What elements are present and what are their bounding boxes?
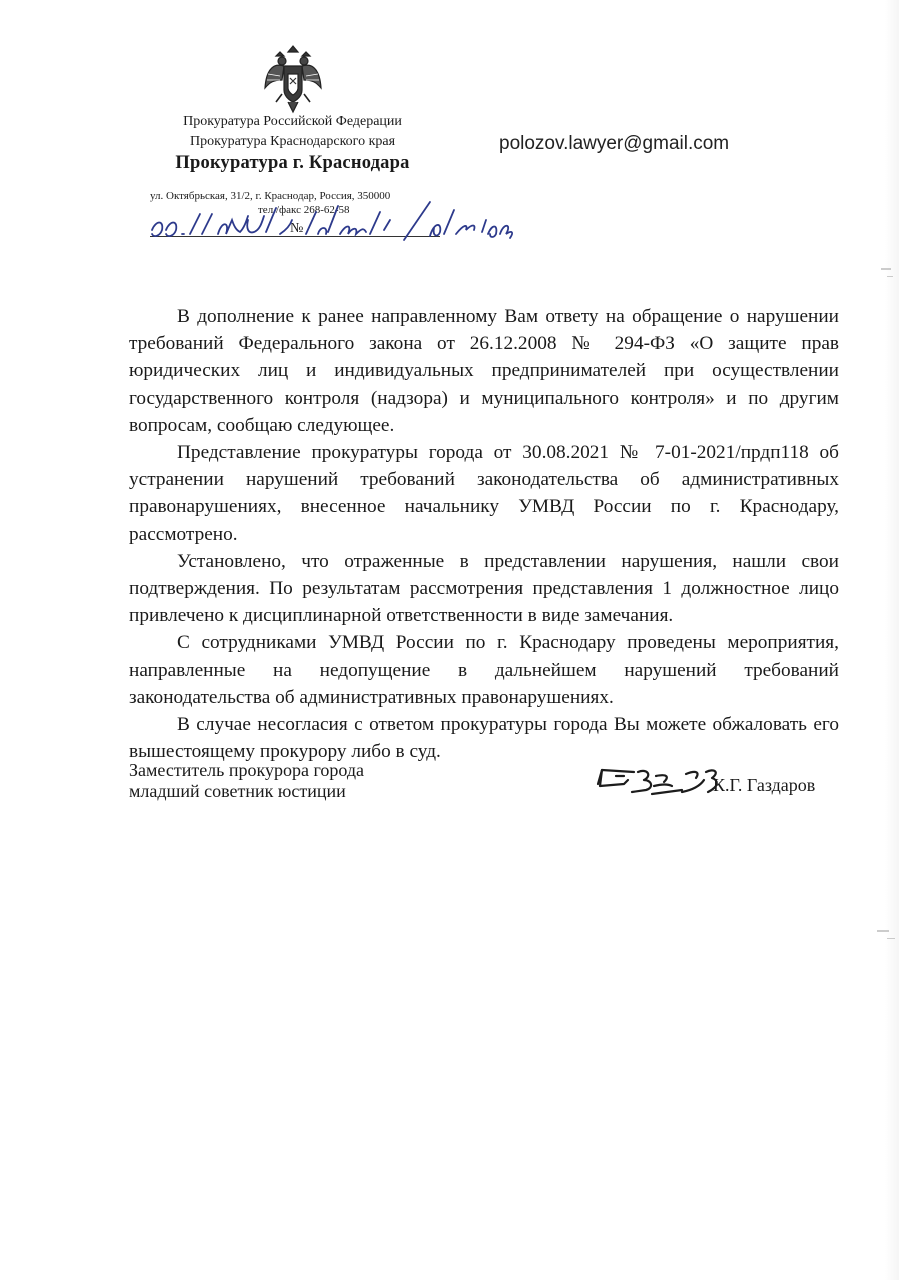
scan-edge-shadow (885, 0, 899, 1280)
signatory-position (129, 760, 364, 802)
scan-speck (887, 276, 893, 277)
org-line-federal: Прокуратура Российской Федерации (183, 114, 402, 129)
registration-number-sign: № (290, 221, 304, 236)
letter-body (129, 303, 839, 765)
signatory-position-line-2: младший советник юстиции (129, 781, 346, 801)
body-paragraph-4: С сотрудниками УМВД России по г. Краснодару проведены мероприятия, направленные на недопущение в дальнейшем нарушений требований законодательства об административных правонарушениях. (129, 632, 839, 708)
org-address: ул. Октябрьская, 31/2, г. Краснодар, Россия, 350000 (150, 190, 391, 202)
org-line-city: Прокуратура г. Краснодара (175, 153, 410, 173)
body-paragraph-1: В дополнение к ранее направленному Вам ответу на обращение о нарушении требований Федерального закона от 26.12.2008 № 294-ФЗ «О защите прав юридических лиц и индивидуальных предпринимателей при осуществлении государственного контроля (надзора) и муниципального контроля» и по другим вопросам, сообщаю следующее. (129, 306, 839, 436)
handwritten-signature (594, 762, 724, 798)
body-paragraph-2: Представление прокуратуры города от 30.08.2021 № 7-01-2021/прдп118 об устранении нарушений требований законодательства об административных правонарушениях, внесенное начальнику УМВД России по г. Краснодару, рассмотрено. (129, 442, 839, 545)
body-paragraph-5: В случае несогласия с ответом прокуратуры города Вы можете обжаловать его вышестоящему прокурору либо в суд. (129, 714, 839, 763)
scan-speck (877, 930, 889, 932)
org-phone: тел./факс 268-62-58 (258, 204, 350, 216)
signatory-position-line-1: Заместитель прокурора города (129, 760, 365, 780)
recipient-email: polozov.lawyer@gmail.com (499, 133, 730, 154)
russian-coat-of-arms-icon (262, 44, 324, 114)
handwritten-registration-number (148, 200, 518, 248)
signatory-name: К.Г. Газдаров (713, 775, 816, 795)
body-paragraph-3: Установлено, что отраженные в представлении нарушения, нашли свои подтверждения. По результатам рассмотрения представления 1 должностное лицо привлечено к дисциплинарной ответственности в виде замечания. (129, 550, 839, 627)
org-line-regional: Прокуратура Краснодарского края (189, 134, 396, 149)
scan-speck (881, 268, 891, 270)
scan-speck (887, 938, 895, 939)
